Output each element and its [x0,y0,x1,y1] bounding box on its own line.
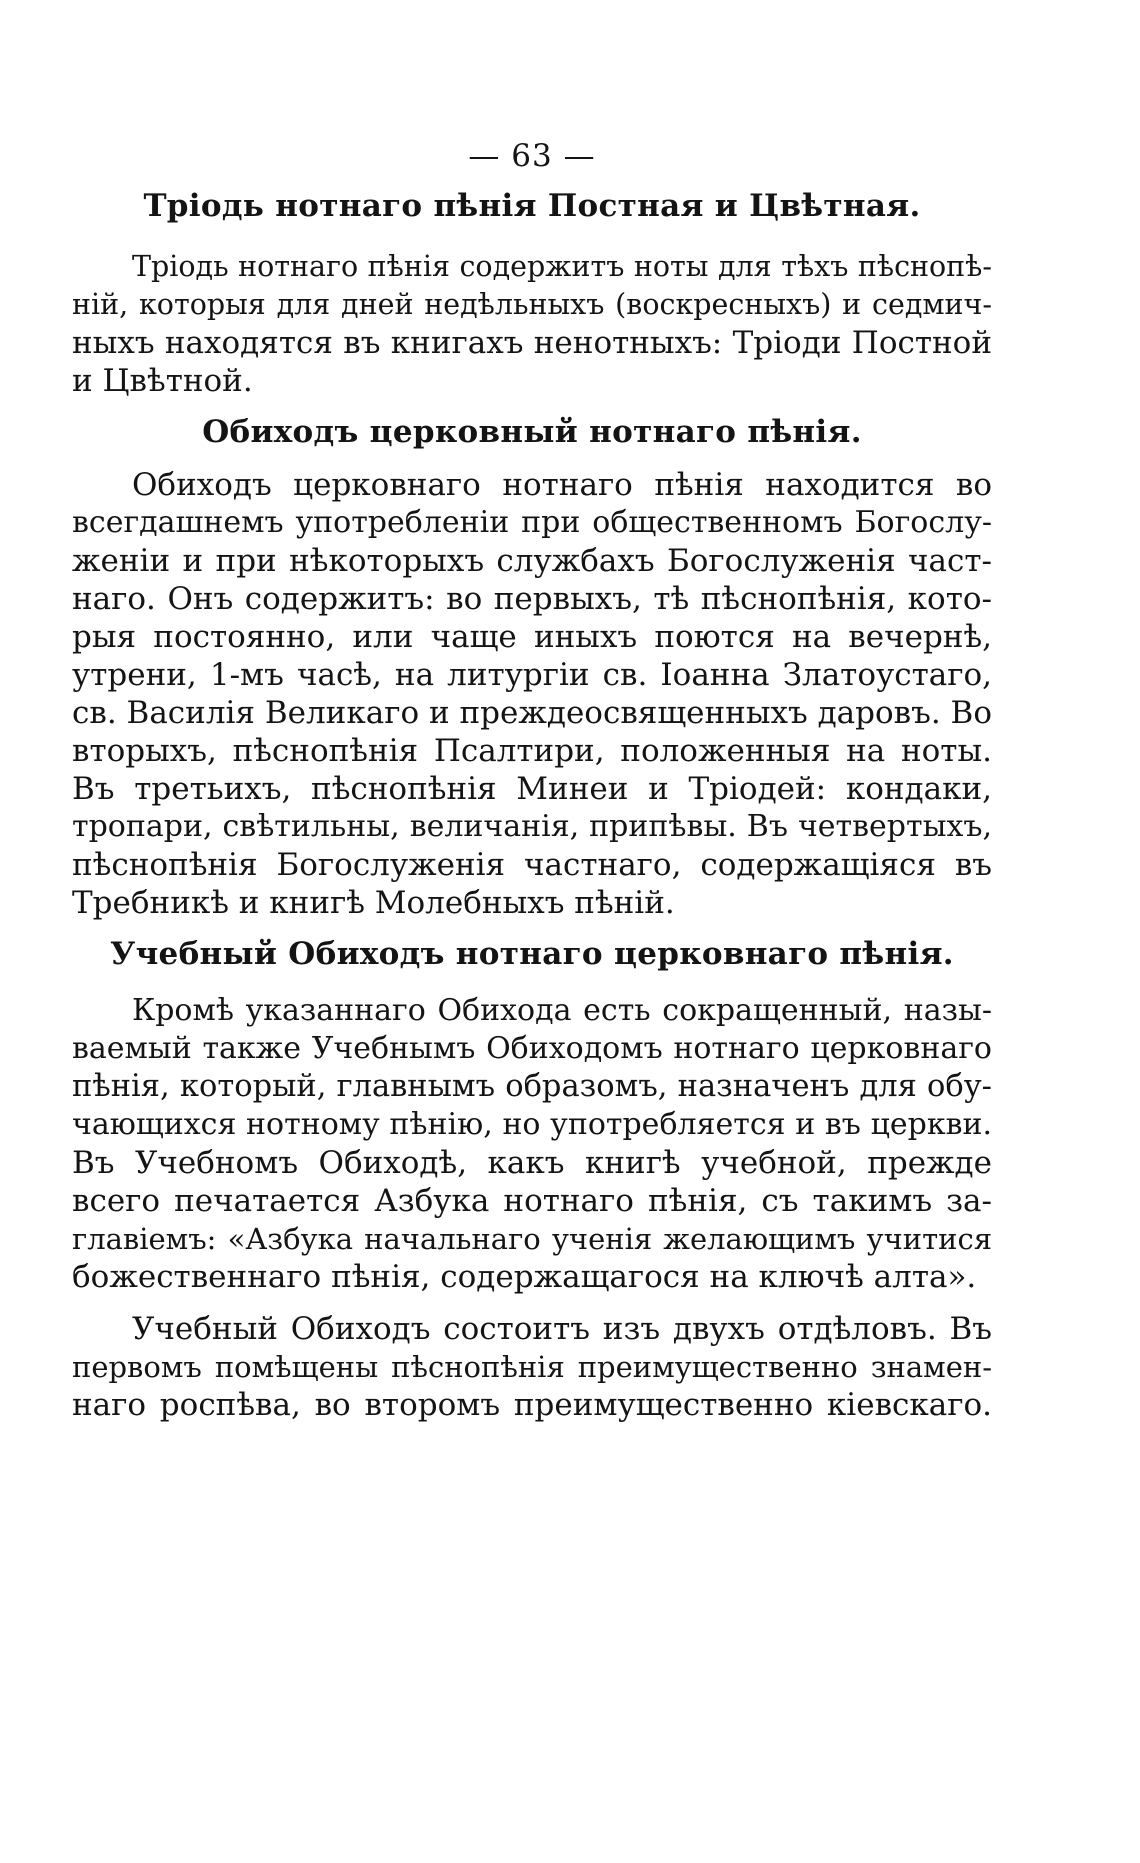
text-line: Обиходъ церковнаго нотнаго пѣнія находится во [132,467,992,503]
text-line: первомъ помѣщены пѣснопѣнія преимущественно знамен- [72,1350,992,1384]
text-line: ваемый также Учебнымъ Обиходомъ нотнаго церковнаго [72,1031,992,1066]
text-line: Въ третьихъ, пѣснопѣнія Минеи и Тріодей: кондаки, [72,771,992,807]
text-line: главіемъ: «Азбука начальнаго ученія желающимъ учитися [72,1222,992,1256]
text-line: женіи и при нѣкоторыхъ службахъ Богослуженія част- [72,543,992,579]
text-line: тропари, свѣтильны, величанія, припѣвы. Въ четвертыхъ, [72,809,992,844]
section-heading-triodion: Тріодь нотнаго пѣнія Постная и Цвѣтная. [143,188,921,224]
text-line: Требникѣ и книгѣ Молебныхъ пѣній. [72,885,675,921]
text-line: пѣнія, который, главнымъ образомъ, назначенъ для обу- [72,1069,992,1104]
text-line: рыя постоянно, или чаще иныхъ поются на вечернѣ, [72,619,992,655]
text-line: чающихся нотному пѣнію, но употребляется и въ церкви. [72,1107,992,1142]
text-line: Въ Учебномъ Обиходѣ, какъ книгѣ учебной, прежде [72,1145,992,1181]
text-line: св. Василія Великаго и преждеосвященныхъ даровъ. Во [72,695,992,731]
text-line: Учебный Обиходъ состоитъ изъ двухъ отдѣловъ. Въ [132,1311,992,1347]
text-line: Кромѣ указаннаго Обихода есть сокращенный, назы- [132,993,992,1028]
book-page [72,0,992,1863]
page-number: — 63 — [468,138,596,174]
text-line: божественнаго пѣнія, содержащагося на ключѣ алта». [72,1259,977,1295]
text-line: ній, которыя для дней недѣльныхъ (воскресныхъ) и седмич- [72,288,992,321]
text-line: ныхъ находятся въ книгахъ ненотныхъ: Тріоди Постной [72,325,992,361]
text-line: пѣснопѣнія Богослуженія частнаго, содержащіяся въ [72,847,992,883]
text-line: и Цвѣтной. [72,363,253,399]
text-line: наго. Онъ содержитъ: во первыхъ, тѣ пѣснопѣнія, кото- [72,581,992,617]
section-heading-obikhod: Обиходъ церковный нотнаго пѣнія. [202,414,862,450]
text-line: утрени, 1-мъ часѣ, на литургіи св. Іоанна Златоустаго, [72,657,992,693]
text-line: всегдашнемъ употребленіи при общественномъ Богослу- [72,505,992,540]
text-line: всего печатается Азбука нотнаго пѣнія, съ такимъ за- [72,1183,992,1219]
text-line: Тріодь нотнаго пѣнія содержитъ ноты для тѣхъ пѣснопѣ- [132,250,992,283]
text-line: наго роспѣва, во второмъ преимущественно кіевскаго. [72,1387,992,1423]
text-line: вторыхъ, пѣснопѣнія Псалтири, положенныя на ноты. [72,733,992,769]
section-heading-study-obikhod: Учебный Обиходъ нотнаго церковнаго пѣнія. [110,936,954,972]
